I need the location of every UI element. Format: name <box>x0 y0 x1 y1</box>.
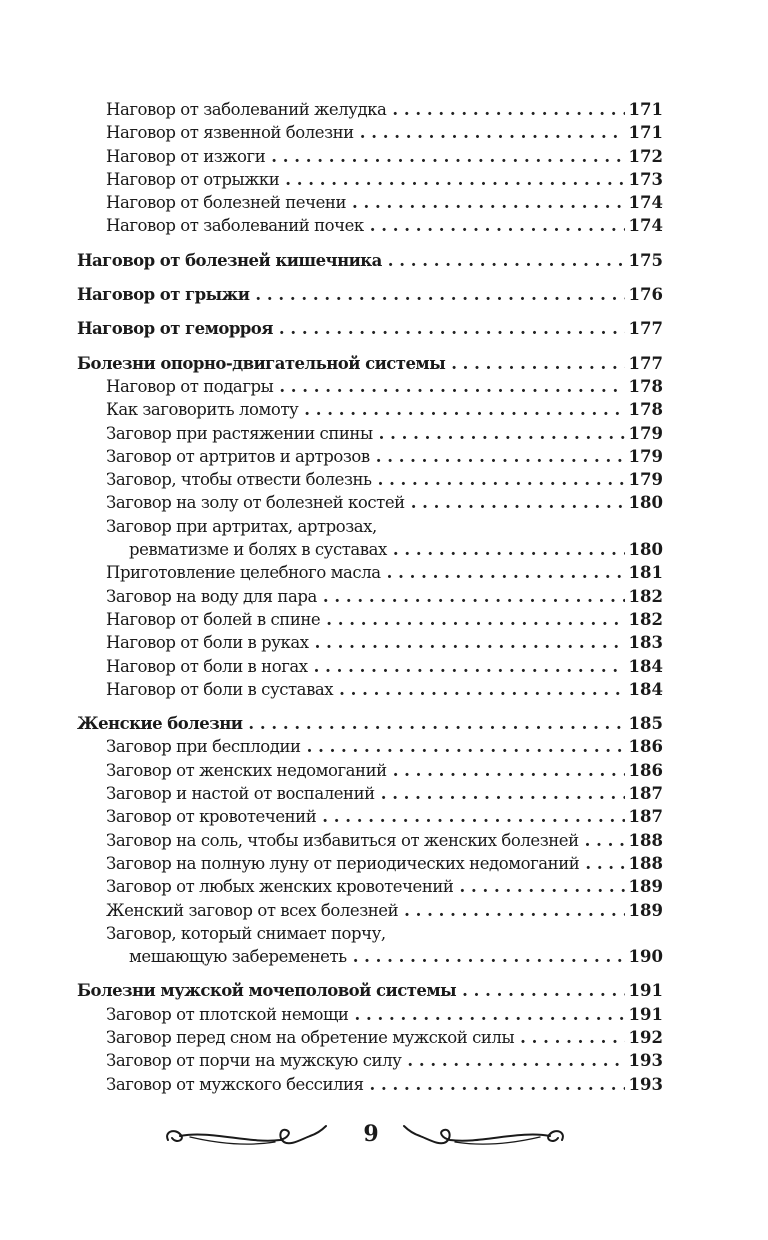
dot-leader <box>279 317 625 340</box>
toc-entry-title: Наговор от подагры <box>106 376 274 396</box>
dot-leader <box>353 945 625 968</box>
toc-page-number: 183 <box>628 633 663 653</box>
toc-entry-title: Наговор от болезней кишечника <box>77 250 382 270</box>
toc-page-number: 171 <box>628 123 663 143</box>
toc-page-number: 178 <box>628 400 663 420</box>
toc-entry <box>77 561 663 584</box>
dot-leader <box>378 468 625 491</box>
toc-entry-title: Женские болезни <box>77 714 243 734</box>
dot-leader <box>585 852 624 875</box>
dot-leader <box>462 979 624 1002</box>
toc-page-number: 180 <box>628 493 663 513</box>
toc-page-number: 187 <box>628 784 663 804</box>
toc-entry <box>77 214 663 237</box>
toc-entry <box>77 1049 663 1072</box>
toc-section-heading <box>77 283 663 306</box>
toc-entry-title: Заговор при артритах, артрозах, <box>106 516 377 536</box>
toc-entry-title: Наговор от геморроя <box>77 319 273 339</box>
dot-leader <box>326 608 624 631</box>
flourish-left-icon <box>160 1118 330 1158</box>
toc-entry-title: Заговор на золу от болезней костей <box>106 493 405 513</box>
dot-leader <box>407 1049 624 1072</box>
toc-entry <box>77 875 663 898</box>
toc-page-number: 185 <box>628 714 663 734</box>
toc-page-number: 189 <box>628 900 663 920</box>
toc-entry <box>77 899 663 922</box>
toc-entry-title: Наговор от изжоги <box>106 146 266 166</box>
toc-page-number: 175 <box>628 250 663 270</box>
toc-page-number: 189 <box>628 877 663 897</box>
toc-entry <box>77 168 663 191</box>
toc-page-number: 188 <box>628 853 663 873</box>
toc-entry-title: Женский заговор от всех болезней <box>106 900 399 920</box>
toc-section-heading <box>77 979 663 1002</box>
page-number: 9 <box>363 1121 379 1147</box>
toc-page-number: 172 <box>628 146 663 166</box>
toc-page-number: 184 <box>628 656 663 676</box>
toc-entry <box>77 1073 663 1096</box>
toc-page-number: 190 <box>628 947 663 967</box>
toc-page-number: 179 <box>628 423 663 443</box>
toc-page-number: 191 <box>628 981 663 1001</box>
dot-leader <box>285 168 624 191</box>
toc-entry-title: Заговор от плотской немощи <box>106 1004 349 1024</box>
toc-entry <box>77 678 663 701</box>
toc-entry-title: Заговор от женских недомоганий <box>106 760 387 780</box>
toc-page-number: 182 <box>628 586 663 606</box>
toc-entry <box>77 852 663 875</box>
toc-page-number: 173 <box>628 169 663 189</box>
toc-entry-title: Наговор от боли в ногах <box>106 656 308 676</box>
dot-leader <box>411 491 625 514</box>
toc-entry <box>77 515 663 538</box>
toc-entry-title: Заговор от артритов и артрозов <box>106 446 370 466</box>
toc-entry <box>77 491 663 514</box>
dot-leader <box>360 121 625 144</box>
toc-page-number: 181 <box>628 563 663 583</box>
toc-entry <box>77 608 663 631</box>
toc-section-heading <box>77 249 663 272</box>
dot-leader <box>279 375 624 398</box>
toc-entry-title: Наговор от болей в спине <box>106 609 321 629</box>
toc-page-number: 184 <box>628 679 663 699</box>
toc-page-number: 193 <box>628 1074 663 1094</box>
dot-leader <box>370 214 625 237</box>
toc-section-heading <box>77 317 663 340</box>
dot-leader <box>248 712 624 735</box>
toc-entry-title: Заговор при растяжении спины <box>106 423 373 443</box>
toc-entry-title: мешающую забеременеть <box>129 947 347 967</box>
toc-entry-title: Наговор от болезней печени <box>106 193 346 213</box>
toc-entry-title: Заговор и настой от воспалений <box>106 784 375 804</box>
toc-entry <box>77 538 663 561</box>
toc-page-number: 188 <box>628 830 663 850</box>
toc-entry-title: Заговор на соль, чтобы избавиться от женских болезней <box>106 830 579 850</box>
page-footer <box>160 1118 580 1158</box>
toc-entry-title: Как заговорить ломоту <box>106 400 299 420</box>
dot-leader <box>370 1073 625 1096</box>
toc-entry <box>77 922 663 945</box>
toc-page-number: 191 <box>628 1004 663 1024</box>
toc-page-number: 182 <box>628 609 663 629</box>
toc-section-heading <box>77 352 663 375</box>
toc-entry <box>77 829 663 852</box>
dot-leader <box>323 585 625 608</box>
toc-page-number: 176 <box>628 285 663 305</box>
toc-entry-title: Наговор от заболеваний почек <box>106 216 364 236</box>
toc-entry-title: Наговор от язвенной болезни <box>106 123 354 143</box>
toc-page-number: 174 <box>628 216 663 236</box>
toc-entry <box>77 735 663 758</box>
toc-page-number: 192 <box>628 1027 663 1047</box>
dot-leader <box>459 875 624 898</box>
toc-page-number: 180 <box>628 540 663 560</box>
toc-page-number: 179 <box>628 470 663 490</box>
toc-entry-title: ревматизме и болях в суставах <box>129 540 387 560</box>
toc-page-number: 186 <box>628 760 663 780</box>
toc-page-number: 177 <box>628 319 663 339</box>
toc-entry-title: Заговор перед сном на обретение мужской силы <box>106 1027 515 1047</box>
toc-entry-title: Наговор от боли в руках <box>106 633 309 653</box>
toc-entry-title: Заговор при бесплодии <box>106 737 301 757</box>
flourish-right-icon <box>400 1118 570 1158</box>
toc-entry <box>77 468 663 491</box>
toc-entry-title: Заговор от порчи на мужскую силу <box>106 1051 402 1071</box>
dot-leader <box>388 249 625 272</box>
dot-leader <box>585 829 625 852</box>
toc-entry-title: Наговор от отрыжки <box>106 169 280 189</box>
dot-leader <box>387 561 625 584</box>
toc-page-number: 171 <box>628 100 663 119</box>
table-of-contents <box>77 98 663 1096</box>
toc-entry <box>77 145 663 168</box>
dot-leader <box>352 191 625 214</box>
toc-entry <box>77 585 663 608</box>
dot-leader <box>379 422 625 445</box>
toc-entry-title: Заговор от кровотечений <box>106 807 317 827</box>
toc-entry-title: Болезни мужской мочеполовой системы <box>77 981 457 1001</box>
toc-entry <box>77 1003 663 1026</box>
dot-leader <box>451 352 624 375</box>
dot-leader <box>393 759 625 782</box>
dot-leader <box>315 631 625 654</box>
dot-leader <box>520 1026 624 1049</box>
dot-leader <box>376 445 625 468</box>
toc-page-number: 177 <box>628 353 663 373</box>
toc-entry-title: Наговор от заболеваний желудка <box>106 100 387 119</box>
toc-entry <box>77 121 663 144</box>
toc-entry <box>77 98 663 121</box>
toc-page-number: 178 <box>628 376 663 396</box>
toc-entry-title: Болезни опорно-двигательной системы <box>77 353 446 373</box>
toc-section-heading <box>77 712 663 735</box>
toc-entry <box>77 759 663 782</box>
dot-leader <box>354 1003 624 1026</box>
dot-leader <box>392 98 624 121</box>
dot-leader <box>271 145 624 168</box>
toc-entry <box>77 398 663 421</box>
toc-entry <box>77 422 663 445</box>
toc-entry-title: Заговор на полную луну от периодических недомоганий <box>106 853 580 873</box>
dot-leader <box>339 678 624 701</box>
dot-leader <box>393 538 625 561</box>
toc-entry <box>77 782 663 805</box>
toc-entry-title: Наговор от грыжи <box>77 285 250 305</box>
toc-entry <box>77 805 663 828</box>
dot-leader <box>307 735 625 758</box>
toc-entry-title: Заговор от любых женских кровотечений <box>106 877 454 897</box>
dot-leader <box>322 805 624 828</box>
toc-entry-title: Заговор от мужского бессилия <box>106 1074 364 1094</box>
dot-leader <box>381 782 625 805</box>
toc-page-number: 179 <box>628 446 663 466</box>
toc-entry <box>77 191 663 214</box>
toc-entry-title: Заговор на воду для пара <box>106 586 317 606</box>
toc-entry <box>77 631 663 654</box>
dot-leader <box>255 283 624 306</box>
toc-page-number: 186 <box>628 737 663 757</box>
dot-leader <box>404 899 624 922</box>
toc-entry-title: Приготовление целебного масла <box>106 563 381 583</box>
toc-entry-title: Заговор, чтобы отвести болезнь <box>106 470 372 490</box>
dot-leader <box>314 655 625 678</box>
toc-entry <box>77 945 663 968</box>
toc-page-number: 187 <box>628 807 663 827</box>
toc-entry <box>77 445 663 468</box>
toc-entry-title: Наговор от боли в суставах <box>106 679 334 699</box>
toc-entry <box>77 655 663 678</box>
toc-entry <box>77 1026 663 1049</box>
toc-entry <box>77 375 663 398</box>
dot-leader <box>304 398 624 421</box>
toc-entry-title: Заговор, который снимает порчу, <box>106 923 386 943</box>
toc-page-number: 193 <box>628 1051 663 1071</box>
toc-page-number: 174 <box>628 193 663 213</box>
